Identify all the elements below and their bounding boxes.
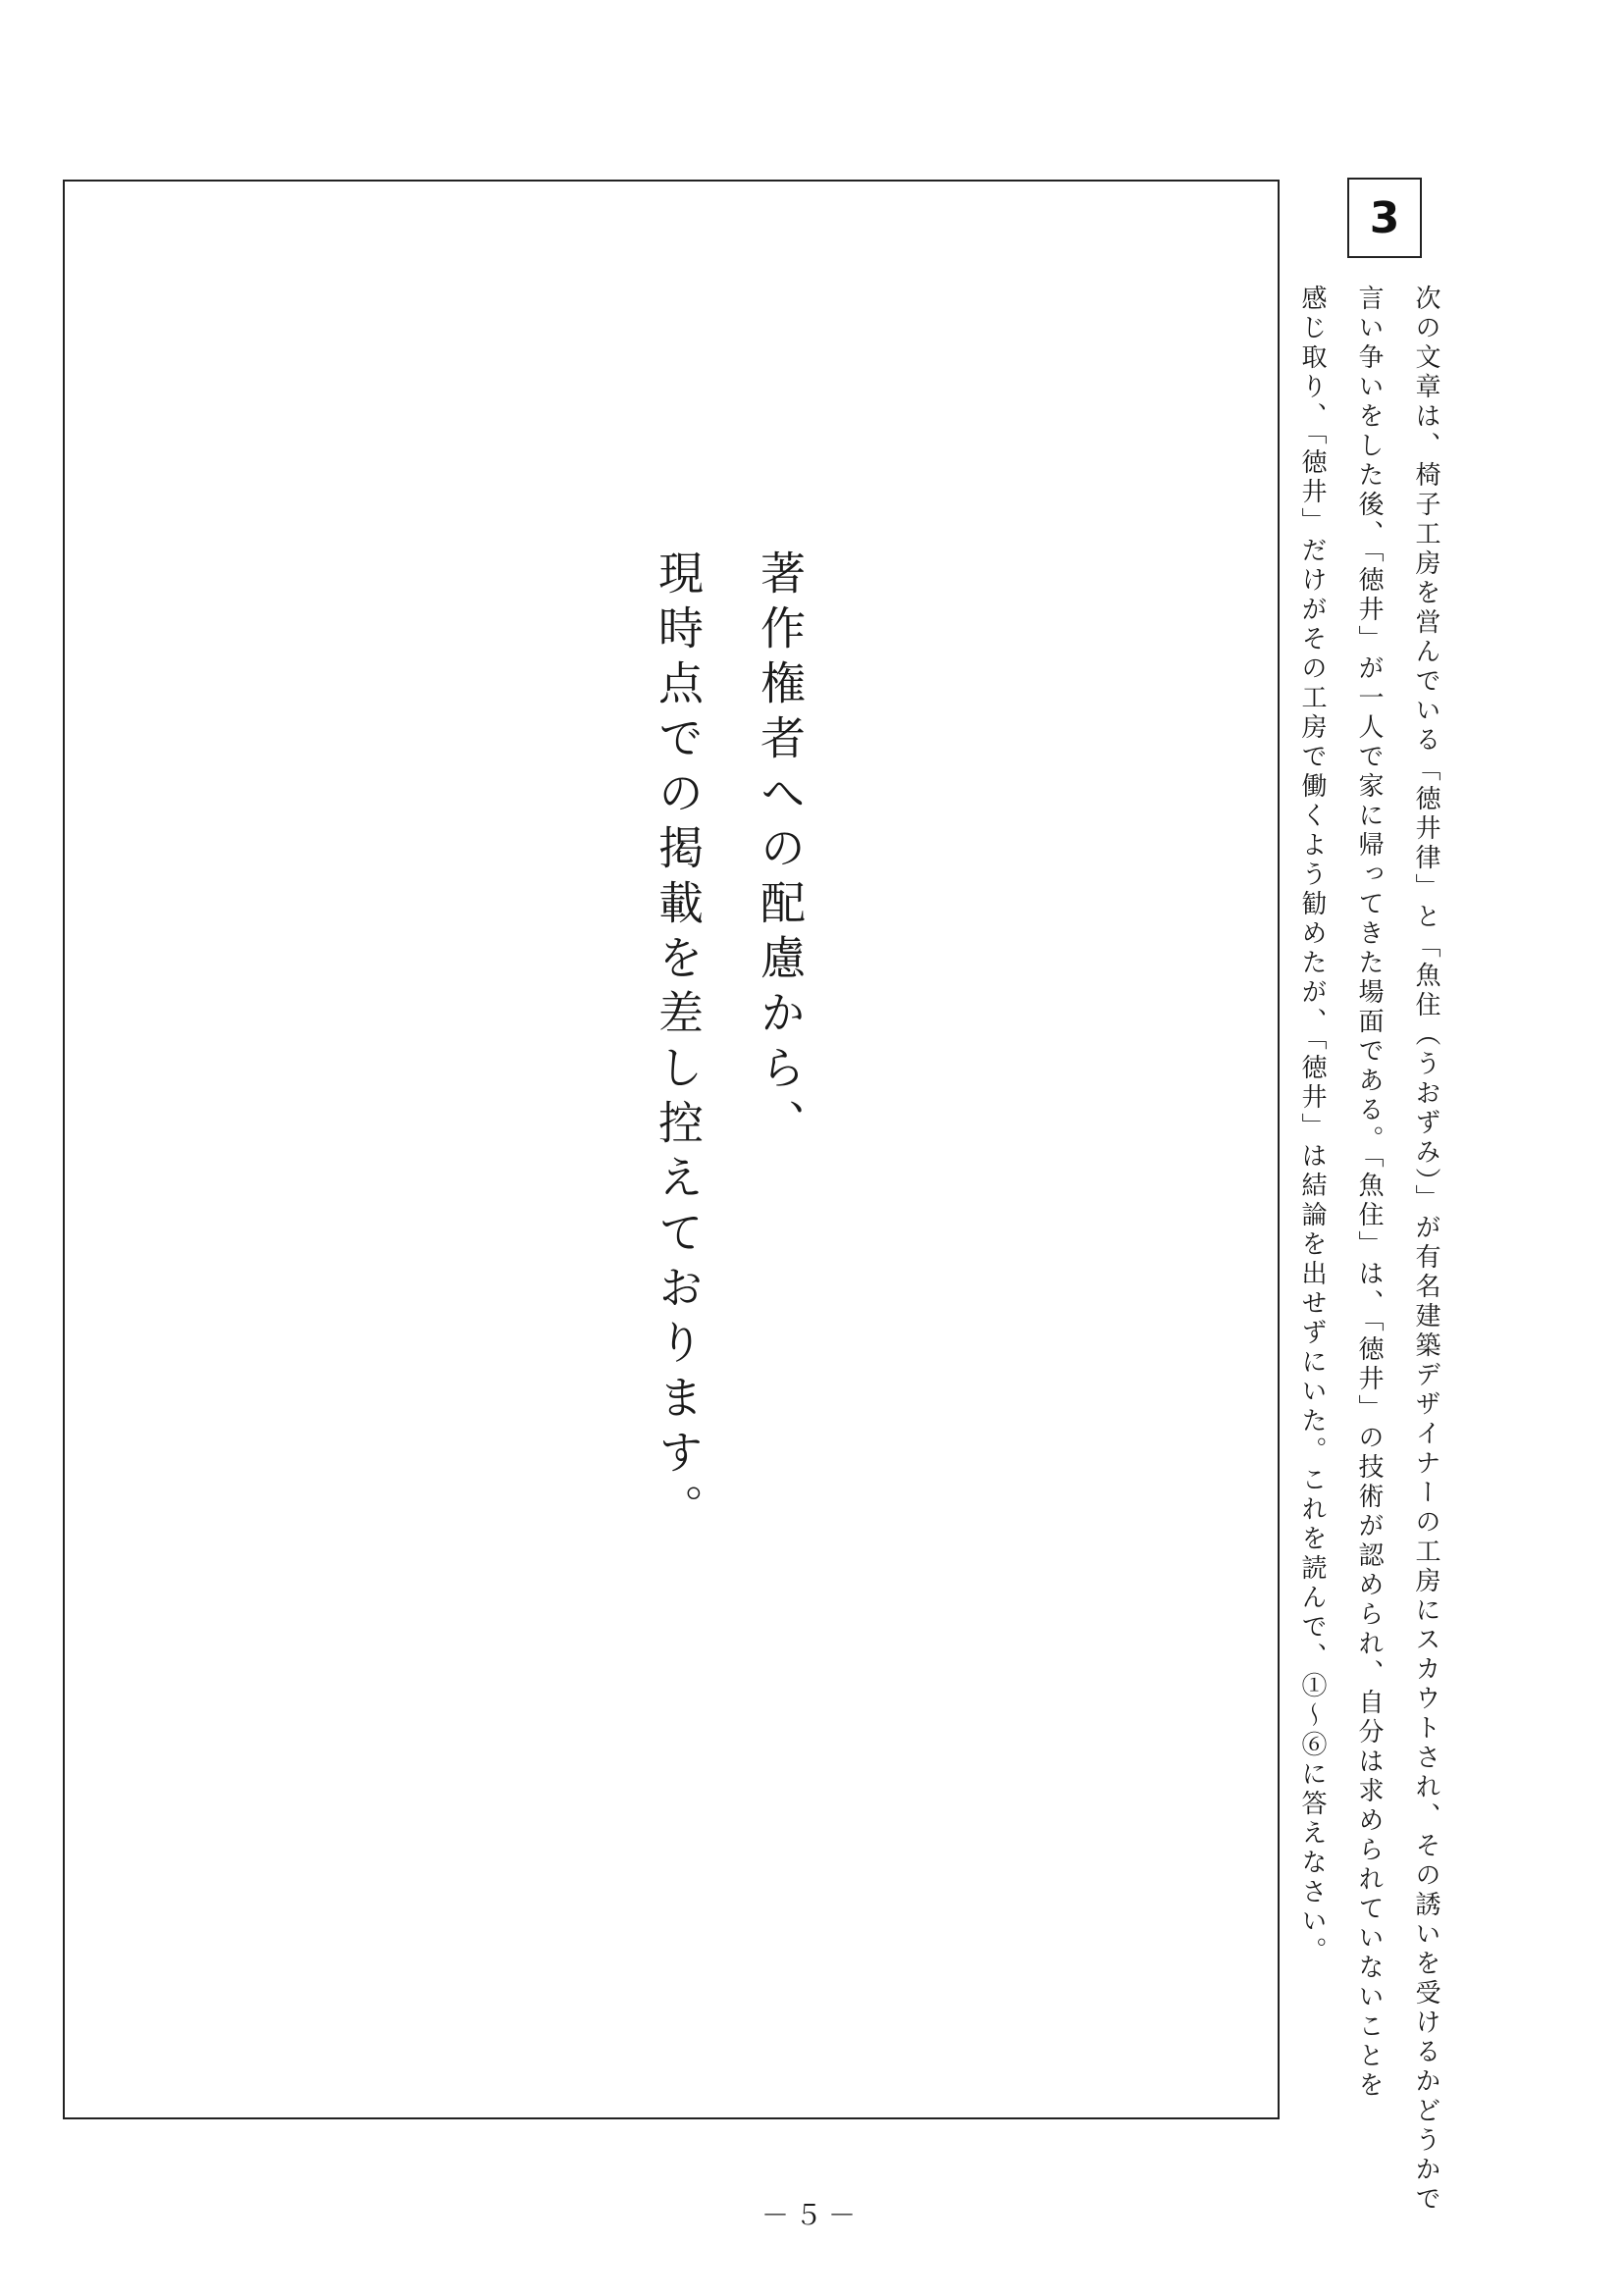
page-number: －５－ (760, 2199, 862, 2231)
question-number-box (1347, 178, 1422, 258)
excerpt-frame (63, 180, 1280, 2119)
question-number: 3 (1369, 192, 1400, 243)
instruction-line: 次の文章は、椅子工房を営んでいる「徳井律」と「魚住（うおずみ）」が有名建築デザイナーの工房にスカウトされ、その誘いを受けるかどうかで (1411, 285, 1440, 2215)
notice-line: 現時点での掲載を差し控えております。 (652, 549, 705, 1539)
question-instructions (1297, 285, 1440, 2215)
notice-line: 著作権者への配慮から、 (754, 549, 807, 1154)
instruction-line: 感じ取り、「徳井」だけがその工房で働くよう勧めたが、「徳井」は結論を出せずにいた。これを読んで、①〜⑥に答えなさい。 (1297, 285, 1327, 1966)
copyright-notice (652, 549, 807, 1539)
instruction-line: 言い争いをした後、「徳井」が一人で家に帰ってきた場面である。「魚住」は、「徳井」の技術が認められ、自分は求められていないことを (1354, 285, 1384, 2101)
